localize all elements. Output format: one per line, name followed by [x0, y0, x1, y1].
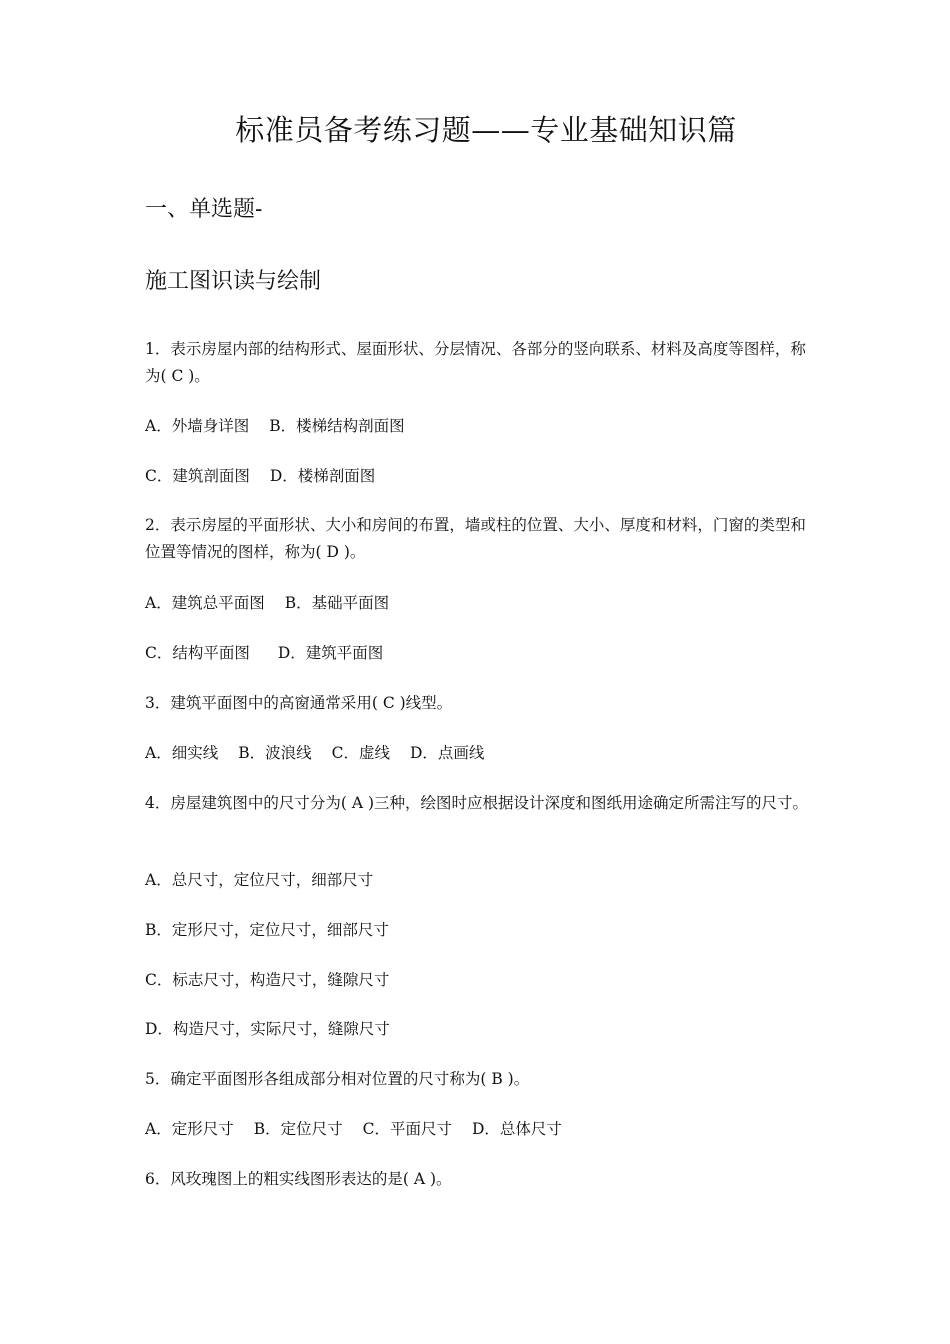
- question-4-stem: 4．房屋建筑图中的尺寸分为( A )三种，绘图时应根据设计深度和图纸用途确定所需注写的尺寸。: [145, 794, 809, 812]
- question-4-option-a: A．总尺寸，定位尺寸，细部尺寸: [145, 871, 374, 889]
- question-1-options-row-2: [145, 463, 395, 490]
- question-2-options-row-2: [145, 640, 403, 667]
- question-4-option-c: C．标志尺寸，构造尺寸，缝隙尺寸: [145, 971, 390, 989]
- question-5-option-c: C．平面尺寸: [362, 1120, 452, 1138]
- question-2-option-c: C．结构平面图: [145, 644, 250, 662]
- question-3-stem: 3．建筑平面图中的高窗通常采用( C )线型。: [145, 694, 453, 712]
- question-3-option-c: C．虚线: [331, 744, 390, 762]
- question-4-option-b: B．定形尺寸，定位尺寸，细部尺寸: [145, 921, 389, 939]
- question-6-stem: 6．风玫瑰图上的粗实线图形表达的是( A )。: [145, 1170, 452, 1188]
- question-1-options-row-1: [145, 413, 425, 440]
- question-2-stem: 2．表示房屋的平面形状、大小和房间的布置，墙或柱的位置、大小、厚度和材料，门窗的类型和位置等情况的图样，称为( D )。: [145, 516, 806, 561]
- question-3-option-d: D．点画线: [409, 744, 485, 762]
- question-2-option-d: D．建筑平面图: [277, 644, 384, 662]
- subsection-heading: 施工图识读与绘制: [145, 269, 322, 294]
- question-2-option-b: B．基础平面图: [284, 594, 390, 612]
- question-3-options-row: [145, 740, 504, 767]
- question-5-option-b: B．定位尺寸: [253, 1120, 343, 1138]
- question-5-options-row: [145, 1116, 582, 1143]
- question-2-options-row-1: [145, 590, 409, 617]
- question-1-option-c: C．建筑剖面图: [145, 467, 250, 485]
- section-heading: 一、单选题-: [145, 197, 263, 222]
- document-title: 标准员备考练习题——专业基础知识篇: [235, 113, 737, 147]
- question-5-option-a: A．定形尺寸: [145, 1120, 234, 1138]
- question-2-option-a: A．建筑总平面图: [145, 594, 265, 612]
- question-1-option-a: A．外墙身详图: [145, 417, 250, 435]
- question-3-option-a: A．细实线: [145, 744, 219, 762]
- question-5-stem: 5．确定平面图形各组成部分相对位置的尺寸称为( B )。: [145, 1070, 530, 1088]
- question-5-option-d: D．总体尺寸: [471, 1120, 562, 1138]
- question-4-option-d: D．构造尺寸，实际尺寸，缝隙尺寸: [145, 1020, 390, 1038]
- question-1-stem: 1．表示房屋内部的结构形式、屋面形状、分层情况、各部分的竖向联系、材料及高度等图样，称为( C )。: [145, 340, 806, 385]
- question-1-option-d: D．楼梯剖面图: [269, 467, 376, 485]
- question-1-option-b: B．楼梯结构剖面图: [269, 417, 405, 435]
- question-3-option-b: B．波浪线: [238, 744, 312, 762]
